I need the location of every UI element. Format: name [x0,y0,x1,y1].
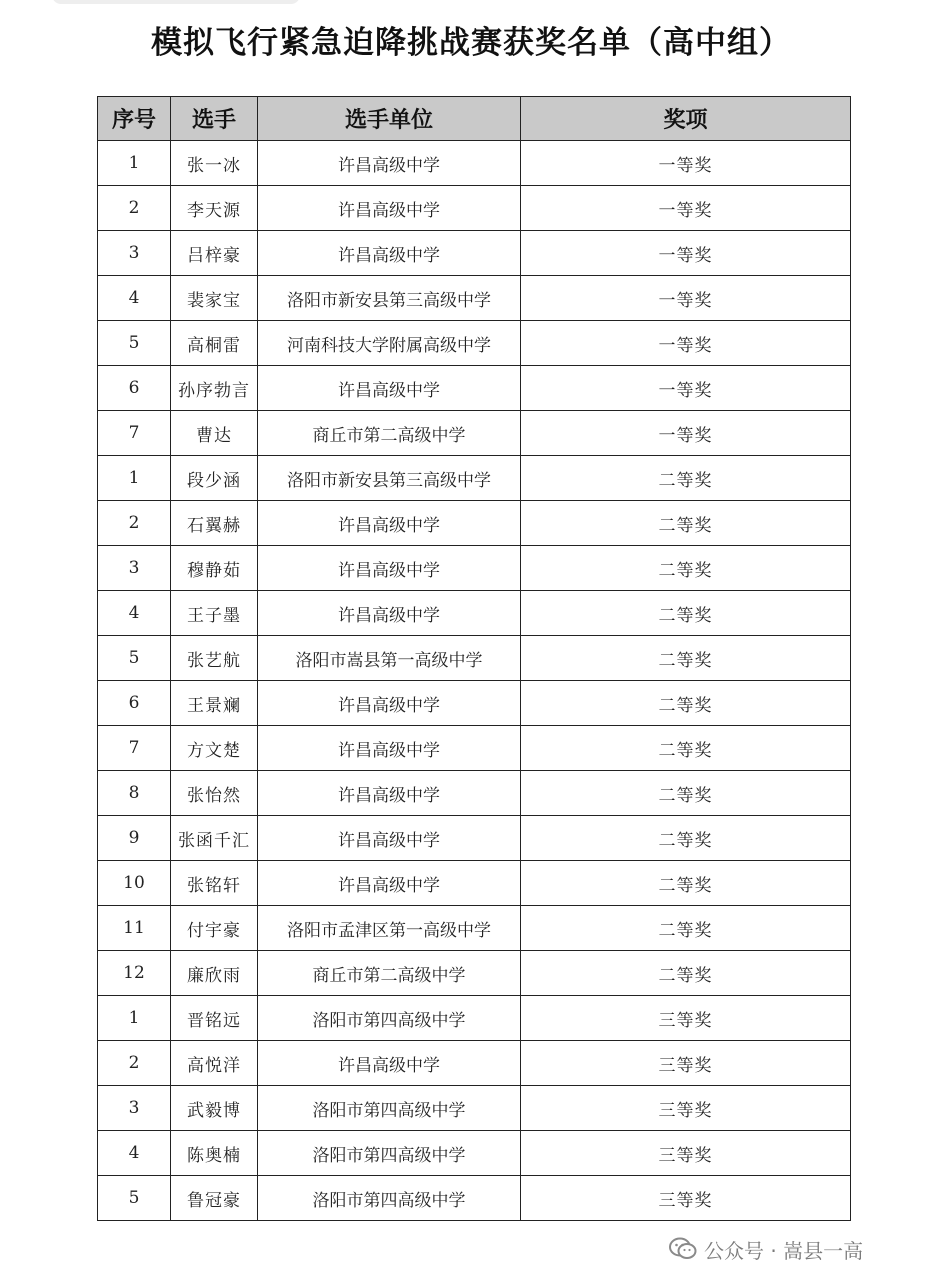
cell-index: 4 [98,276,171,321]
cell-award: 三等奖 [521,1086,851,1131]
table-body [98,141,851,1221]
table-header-row [98,97,851,141]
document-title: 模拟飞行紧急迫降挑战赛获奖名单（高中组） [151,25,791,61]
cell-award: 一等奖 [521,231,851,276]
cell-index: 2 [98,1041,171,1086]
table-row [98,861,851,906]
table-row [98,681,851,726]
cell-award: 一等奖 [521,411,851,456]
cell-name: 段少涵 [171,456,258,501]
cell-school: 商丘市第二高级中学 [258,411,521,456]
cell-award: 一等奖 [521,276,851,321]
cell-name: 曹达 [171,411,258,456]
cell-award: 二等奖 [521,771,851,816]
cell-name: 张怡然 [171,771,258,816]
table-row [98,276,851,321]
cell-award: 二等奖 [521,861,851,906]
cell-name: 陈奥楠 [171,1131,258,1176]
cell-award: 一等奖 [521,186,851,231]
header-school: 选手单位 [258,97,521,141]
cell-award: 二等奖 [521,546,851,591]
cell-index: 1 [98,996,171,1041]
cell-school: 许昌高级中学 [258,861,521,906]
cell-index: 3 [98,546,171,591]
cell-school: 许昌高级中学 [258,1041,521,1086]
cell-index: 11 [98,906,171,951]
cell-award: 一等奖 [521,366,851,411]
cell-name: 晋铭远 [171,996,258,1041]
table-row [98,231,851,276]
cell-award: 三等奖 [521,1176,851,1221]
cell-school: 许昌高级中学 [258,591,521,636]
cell-school: 许昌高级中学 [258,366,521,411]
cell-school: 洛阳市第四高级中学 [258,1131,521,1176]
cell-index: 2 [98,501,171,546]
table-row [98,411,851,456]
cell-award: 三等奖 [521,996,851,1041]
table-row [98,456,851,501]
table-row [98,1041,851,1086]
table-row [98,321,851,366]
cell-name: 孙序勃言 [171,366,258,411]
cell-award: 二等奖 [521,681,851,726]
header-name: 选手 [171,97,258,141]
cell-index: 3 [98,1086,171,1131]
cell-index: 5 [98,321,171,366]
cell-award: 二等奖 [521,636,851,681]
cell-school: 许昌高级中学 [258,141,521,186]
cell-award: 一等奖 [521,321,851,366]
cell-award: 二等奖 [521,501,851,546]
cell-school: 许昌高级中学 [258,231,521,276]
wechat-icon [668,1236,698,1262]
cell-school: 洛阳市嵩县第一高级中学 [258,636,521,681]
cell-school: 洛阳市第四高级中学 [258,1086,521,1131]
cell-award: 二等奖 [521,816,851,861]
cell-index: 9 [98,816,171,861]
cell-award: 二等奖 [521,456,851,501]
cell-school: 许昌高级中学 [258,726,521,771]
cell-award: 二等奖 [521,726,851,771]
cell-name: 王子墨 [171,591,258,636]
cell-index: 4 [98,591,171,636]
header-index: 序号 [98,97,171,141]
table-row [98,951,851,996]
cell-name: 鲁冠豪 [171,1176,258,1221]
cell-name: 张一冰 [171,141,258,186]
cell-index: 12 [98,951,171,996]
cell-school: 许昌高级中学 [258,816,521,861]
cell-award: 二等奖 [521,591,851,636]
watermark-text: 公众号 · 嵩县一高 [704,1238,864,1263]
cell-school: 许昌高级中学 [258,186,521,231]
cell-name: 王景斓 [171,681,258,726]
table-row [98,366,851,411]
table-row [98,591,851,636]
cell-index: 6 [98,681,171,726]
cell-name: 李天源 [171,186,258,231]
cell-index: 6 [98,366,171,411]
cell-index: 7 [98,726,171,771]
cell-award: 三等奖 [521,1131,851,1176]
cell-index: 4 [98,1131,171,1176]
table-row [98,996,851,1041]
cell-index: 1 [98,456,171,501]
cell-name: 张函千汇 [171,816,258,861]
cell-school: 许昌高级中学 [258,681,521,726]
cell-award: 二等奖 [521,906,851,951]
cell-name: 张铭轩 [171,861,258,906]
watermark [668,1232,863,1266]
cell-school: 河南科技大学附属高级中学 [258,321,521,366]
table-row [98,1131,851,1176]
cell-index: 10 [98,861,171,906]
table-row [98,501,851,546]
table-row [98,816,851,861]
header-award: 奖项 [521,97,851,141]
cell-name: 穆静茹 [171,546,258,591]
cell-school: 洛阳市孟津区第一高级中学 [258,906,521,951]
cell-name: 石翼赫 [171,501,258,546]
table-row [98,1176,851,1221]
cell-school: 洛阳市新安县第三高级中学 [258,456,521,501]
cell-award: 一等奖 [521,141,851,186]
table-row [98,186,851,231]
cell-award: 二等奖 [521,951,851,996]
cell-award: 三等奖 [521,1041,851,1086]
table-row [98,546,851,591]
table-row [98,1086,851,1131]
cell-school: 洛阳市第四高级中学 [258,1176,521,1221]
table-row [98,726,851,771]
cell-index: 2 [98,186,171,231]
cell-school: 许昌高级中学 [258,546,521,591]
cell-index: 3 [98,231,171,276]
cell-school: 洛阳市新安县第三高级中学 [258,276,521,321]
cell-school: 商丘市第二高级中学 [258,951,521,996]
cell-index: 5 [98,636,171,681]
table-row [98,636,851,681]
table-row [98,141,851,186]
cell-school: 许昌高级中学 [258,771,521,816]
award-table [97,96,851,1221]
table-row [98,771,851,816]
cell-school: 洛阳市第四高级中学 [258,996,521,1041]
cell-name: 廉欣雨 [171,951,258,996]
cell-name: 张艺航 [171,636,258,681]
cell-name: 高悦洋 [171,1041,258,1086]
cell-index: 8 [98,771,171,816]
cell-index: 1 [98,141,171,186]
cell-name: 付宇豪 [171,906,258,951]
cell-name: 吕梓豪 [171,231,258,276]
table-row [98,906,851,951]
cell-name: 武毅博 [171,1086,258,1131]
cell-name: 方文楚 [171,726,258,771]
top-handle [52,0,300,4]
cell-index: 7 [98,411,171,456]
cell-index: 5 [98,1176,171,1221]
cell-name: 高桐雷 [171,321,258,366]
cell-name: 裴家宝 [171,276,258,321]
cell-school: 许昌高级中学 [258,501,521,546]
